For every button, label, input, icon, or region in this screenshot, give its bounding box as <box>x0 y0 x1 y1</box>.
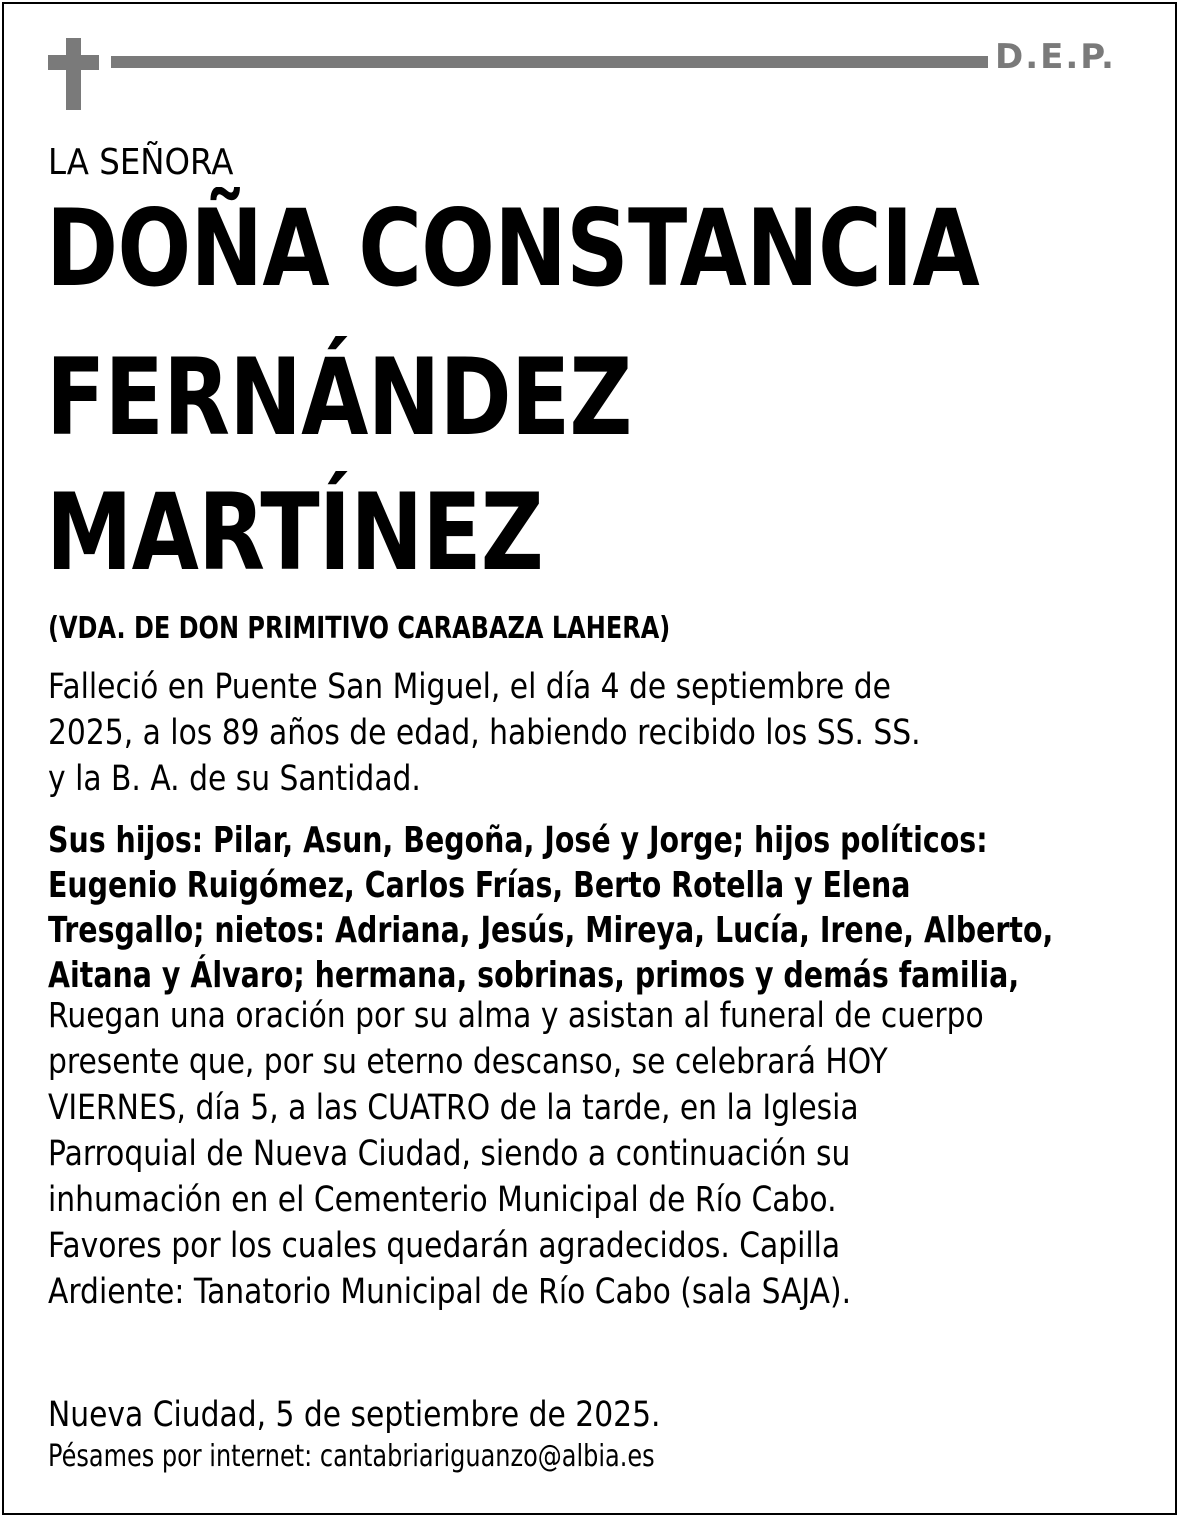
widow-of-line: (VDA. DE DON PRIMITIVO CARABAZA LAHERA) <box>48 611 671 646</box>
death-line: 2025, a los 89 años de edad, habiendo recibido los SS. SS. <box>48 713 921 753</box>
cross-icon-bar <box>48 55 99 70</box>
cross-icon <box>66 38 81 110</box>
condolences-line: Pésames por internet: cantabriariguanzo@albia.es <box>48 1439 655 1474</box>
family-line: Tresgallo; nietos: Adriana, Jesús, Mireya, Lucía, Irene, Alberto, <box>48 910 1054 951</box>
funeral-paragraph <box>48 993 984 1315</box>
death-paragraph <box>48 664 921 802</box>
funeral-line: Ardiente: Tanatorio Municipal de Río Cabo (sala SAJA). <box>48 1272 852 1312</box>
dateline: Nueva Ciudad, 5 de septiembre de 2025. <box>48 1395 661 1435</box>
dep-label: D.E.P. <box>995 37 1116 77</box>
funeral-line: Ruegan una oración por su alma y asistan al funeral de cuerpo <box>48 996 984 1036</box>
family-paragraph <box>48 818 1053 998</box>
funeral-line: VIERNES, día 5, a las CUATRO de la tarde, en la Iglesia <box>48 1088 859 1128</box>
deceased-name-line-3: MARTÍNEZ <box>46 471 544 594</box>
death-line: Falleció en Puente San Miguel, el día 4 de septiembre de <box>48 667 891 707</box>
funeral-line: Favores por los cuales quedarán agradecidos. Capilla <box>48 1226 841 1266</box>
family-line: Aitana y Álvaro; hermana, sobrinas, primos y demás familia, <box>48 955 1020 996</box>
header-rule <box>111 56 988 68</box>
deceased-name-line-1: DOÑA CONSTANCIA <box>46 187 980 310</box>
deceased-name-line-2: FERNÁNDEZ <box>46 336 632 459</box>
funeral-line: inhumación en el Cementerio Municipal de Río Cabo. <box>48 1180 837 1220</box>
family-line: Eugenio Ruigómez, Carlos Frías, Berto Rotella y Elena <box>48 865 911 906</box>
family-line: Sus hijos: Pilar, Asun, Begoña, José y Jorge; hijos políticos: <box>48 820 988 861</box>
death-line: y la B. A. de su Santidad. <box>48 759 421 799</box>
funeral-line: presente que, por su eterno descanso, se celebrará HOY <box>48 1042 888 1082</box>
funeral-line: Parroquial de Nueva Ciudad, siendo a continuación su <box>48 1134 851 1174</box>
title-label: LA SEÑORA <box>48 142 234 183</box>
